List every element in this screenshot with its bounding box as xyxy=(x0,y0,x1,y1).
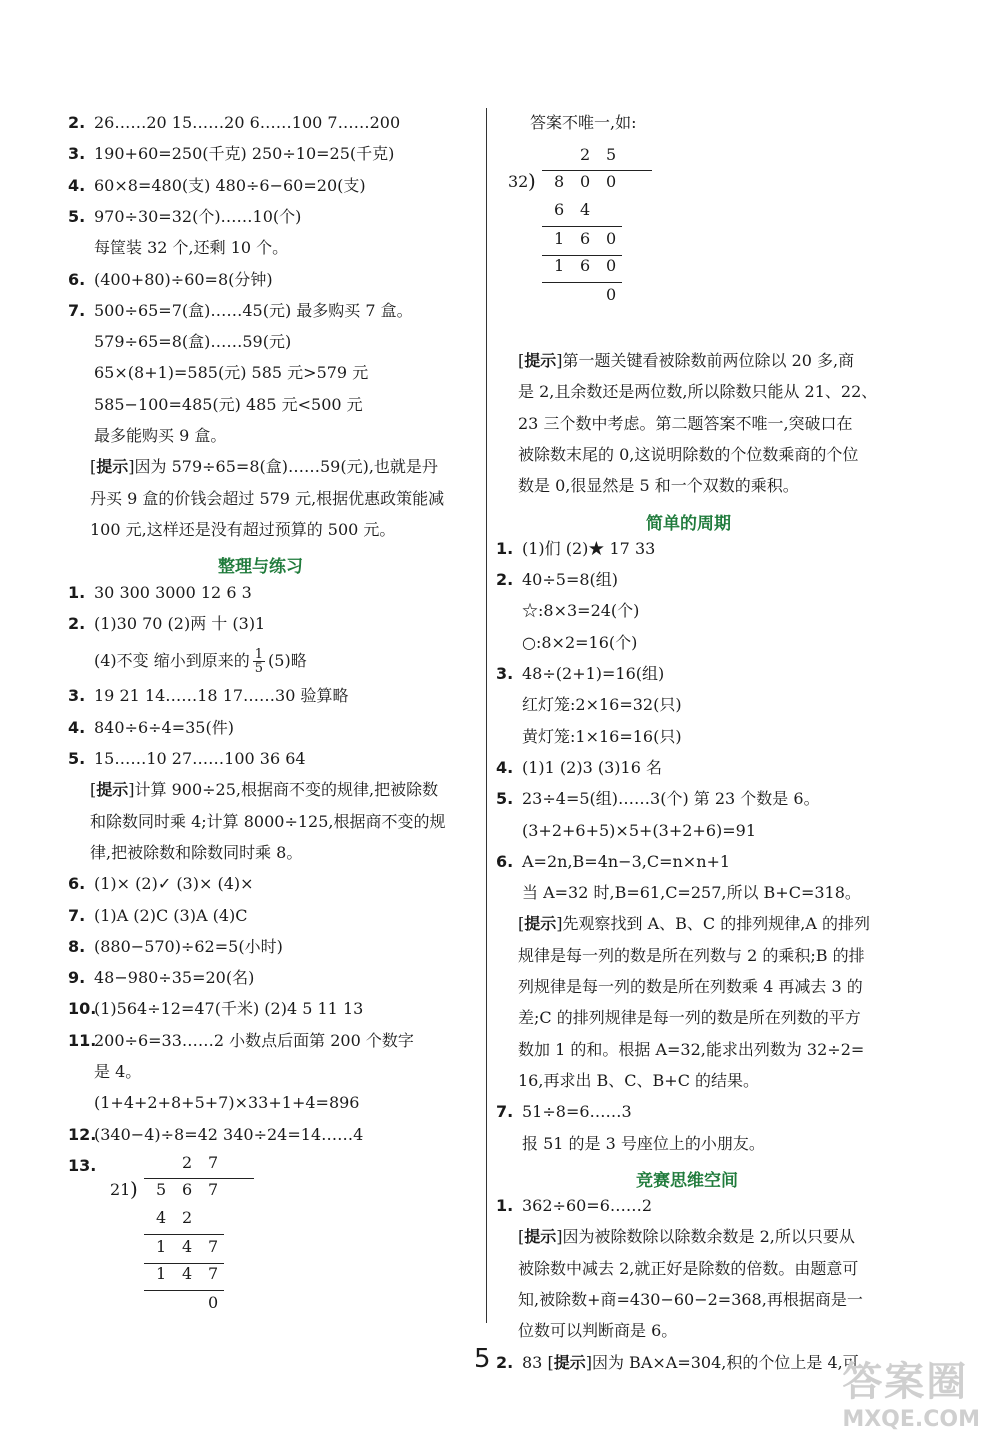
hint-line xyxy=(518,1007,861,1029)
hint-line xyxy=(518,1226,855,1248)
answer-text: (1)A (2)C (3)A (4)C xyxy=(94,905,248,925)
hint-line xyxy=(518,475,799,497)
digit: 6 xyxy=(182,1179,193,1199)
answer-text: 970÷30=32(个)……10(个) xyxy=(94,206,302,226)
hint-label: 提示 xyxy=(524,914,557,934)
answer-line xyxy=(68,1030,414,1052)
answer-line xyxy=(496,1195,652,1217)
answer-line xyxy=(68,905,248,927)
hint-line xyxy=(518,945,865,967)
answer-line xyxy=(68,748,306,770)
hint-bracket: ] xyxy=(556,351,563,370)
digit: 4 xyxy=(182,1236,193,1256)
hint-line xyxy=(90,519,395,541)
divisor: 32 xyxy=(508,172,529,191)
answer-line xyxy=(496,694,682,716)
digit: 1 xyxy=(554,256,565,275)
answer-line xyxy=(68,425,226,447)
answer-text: (3+2+6+5)×5+(3+2+6)=91 xyxy=(522,820,757,840)
hint-text: 律,把被除数和除数同时乘 8。 xyxy=(90,842,303,862)
question-number: 7. xyxy=(68,300,86,320)
hint-bracket: ] xyxy=(128,780,135,800)
question-number: 7. xyxy=(68,905,86,925)
answer-text: ☆:8×3=24(个) xyxy=(522,601,640,621)
hint-line xyxy=(518,1070,759,1092)
hint-line xyxy=(90,842,302,864)
digit: 4 xyxy=(580,200,591,219)
hint-text: 第一题关键看被除数前两位除以 20 多,商 xyxy=(562,351,855,370)
answer-line xyxy=(68,143,394,165)
answer-line xyxy=(68,206,301,228)
digit: 8 xyxy=(554,172,565,191)
hint-line xyxy=(518,1320,677,1342)
answer-text: 最多能购买 9 盒。 xyxy=(94,426,227,445)
hint-label: 提示 xyxy=(96,457,129,477)
hint-label: 提示 xyxy=(96,780,129,800)
question-number: 3. xyxy=(68,686,86,706)
question-number: 2. xyxy=(496,1352,514,1372)
answer-text: 840÷6÷4=35(件) xyxy=(94,717,234,737)
hint-line xyxy=(90,779,438,801)
answer-text: 362÷60=6……2 xyxy=(522,1196,653,1216)
answer-line xyxy=(68,873,254,895)
hint-line xyxy=(518,444,858,466)
answer-text: 200÷6=33……2 小数点后面第 200 个数字 xyxy=(94,1030,414,1050)
watermark-logo xyxy=(842,1350,980,1432)
answer-line xyxy=(68,967,254,989)
answer-line xyxy=(496,538,655,560)
hint-line xyxy=(518,350,854,372)
division-line xyxy=(542,226,622,227)
question-number: 1. xyxy=(496,538,514,558)
hint-line xyxy=(90,811,446,833)
hint-text: 丹买 9 盒的价钱会超过 579 元,根据优惠政策能减 xyxy=(90,488,445,508)
remainder: 0 xyxy=(208,1292,219,1312)
answer-line xyxy=(68,613,265,635)
division-line xyxy=(144,1290,224,1291)
question-number: 4. xyxy=(68,717,86,737)
hint-bracket: ] xyxy=(585,1352,592,1372)
column-divider xyxy=(486,108,487,1323)
remainder: 0 xyxy=(606,285,617,304)
answer-text: 65×(8+1)=585(元) 585 元>579 元 xyxy=(94,363,369,383)
digit: 1 xyxy=(156,1263,167,1283)
answer-text: 报 51 的是 3 号座位上的小朋友。 xyxy=(522,1133,765,1153)
digit: 4 xyxy=(156,1207,167,1227)
question-number: 5. xyxy=(496,789,514,809)
answer-text: 40÷5=8(组) xyxy=(522,570,619,590)
question-number: 4. xyxy=(496,757,514,777)
question-number: 7. xyxy=(496,1102,514,1122)
division-bracket: ) xyxy=(130,1176,138,1201)
answer-text: 190+60=250(千克) 250÷10=25(千克) xyxy=(94,144,395,164)
answer-line xyxy=(496,600,639,622)
hint-text: 数是 0,很显然是 5 和一个双数的乘积。 xyxy=(518,476,799,496)
question-number: 2. xyxy=(68,113,86,132)
question-number: 12. xyxy=(68,1124,97,1144)
division-line xyxy=(542,255,622,256)
section-title: 简单的周期 xyxy=(646,513,731,534)
question-number: 6. xyxy=(496,851,514,871)
division-bracket: ) xyxy=(528,169,536,193)
answer-line xyxy=(496,882,861,904)
question-number: 10. xyxy=(68,999,97,1019)
section-title: 竞赛思维空间 xyxy=(636,1170,738,1191)
answer-line xyxy=(496,788,820,810)
hint-text: 100 元,这样还是没有超过预算的 500 元。 xyxy=(90,519,396,539)
question-number: 3. xyxy=(496,664,514,683)
answer-line xyxy=(496,726,682,748)
question-number: 2. xyxy=(68,613,86,633)
answer-line xyxy=(68,998,363,1020)
fraction-numerator: 1 xyxy=(254,647,264,663)
hint-text: 差;C 的排列规律是每一列的数是所在列数的平方 xyxy=(518,1008,861,1028)
hint-bracket: [ xyxy=(547,1352,554,1372)
division-line xyxy=(144,1234,224,1235)
question-number: 13. xyxy=(68,1155,97,1175)
hint-text: 和除数同时乘 4;计算 8000÷125,根据商不变的规 xyxy=(90,811,446,831)
digit: 6 xyxy=(554,200,565,219)
digit: 0 xyxy=(580,172,591,191)
section-title: 整理与练习 xyxy=(218,557,303,578)
divisor: 21 xyxy=(110,1179,131,1199)
question-number: 11. xyxy=(68,1030,97,1050)
answer-text: 每筐装 32 个,还剩 10 个。 xyxy=(94,238,289,258)
hint-line xyxy=(518,413,853,435)
question-number: 6. xyxy=(68,269,86,289)
answer-line xyxy=(496,632,637,654)
answer-line xyxy=(68,394,363,416)
answer-line xyxy=(68,1092,359,1114)
digit: 0 xyxy=(606,256,617,275)
answer-line xyxy=(496,1101,632,1123)
hint-text: 位数可以判断商是 6。 xyxy=(518,1321,678,1341)
digit: 0 xyxy=(606,229,617,248)
answer-line xyxy=(68,300,413,322)
answer-text: (1)30 70 (2)两 十 (3)1 xyxy=(94,613,266,633)
hint-line xyxy=(518,1289,863,1311)
digit: 1 xyxy=(156,1236,167,1256)
hint-label: 提示 xyxy=(524,1227,557,1247)
hint-text: 是 2,且余数还是两位数,所以除数只能从 21、22、 xyxy=(518,382,878,402)
question-number: 6. xyxy=(68,874,86,894)
answer-text: (880−570)÷62=5(小时) xyxy=(94,936,283,956)
division-line xyxy=(144,1263,224,1264)
answer-text: 是 4。 xyxy=(94,1062,142,1081)
answer-line xyxy=(496,569,618,591)
answer-line xyxy=(68,685,349,707)
answer-text: 500÷65=7(盒)……45(元) 最多购买 7 盒。 xyxy=(94,300,413,320)
hint-line xyxy=(90,456,438,478)
hint-bracket: ] xyxy=(556,1227,563,1247)
question-number: 8. xyxy=(68,936,86,956)
watermark-url: MXQE.COM xyxy=(842,1407,980,1432)
fraction xyxy=(253,648,265,675)
hint-text: 23 三个数中考虑。第二题答案不唯一,突破口在 xyxy=(518,413,853,433)
hint-text: 因为 579÷65=8(盒)……59(元),也就是丹 xyxy=(134,457,438,477)
long-division-right xyxy=(506,145,676,345)
digit: 6 xyxy=(580,256,591,275)
answer-line xyxy=(68,1124,363,1146)
hint-line xyxy=(90,488,444,510)
question-number: 4. xyxy=(68,175,86,195)
question-number: 3. xyxy=(68,144,86,164)
answer-text: A=2n,B=4n−3,C=n×n+1 xyxy=(522,851,731,871)
answer-text: (1+4+2+8+5+7)×33+1+4=896 xyxy=(94,1093,360,1113)
hint-text: 被除数末尾的 0,这说明除数的个位数乘商的个位 xyxy=(518,444,859,464)
answer-text: (1)们 (2)★ 17 33 xyxy=(522,538,656,558)
answer-text: (1)564÷12=47(千米) (2)4 5 11 13 xyxy=(94,999,364,1019)
answer-line xyxy=(68,1155,97,1177)
question-number: 1. xyxy=(496,1196,514,1216)
digit: 7 xyxy=(208,1152,219,1172)
hint-label: 提示 xyxy=(524,351,557,370)
hint-line xyxy=(518,1039,864,1061)
answer-text: (4)不变 缩小到原来的 xyxy=(94,651,250,671)
answer-line xyxy=(68,936,283,958)
answer-text: 红灯笼:2×16=32(只) xyxy=(522,695,682,715)
digit: 0 xyxy=(606,172,617,191)
answer-text: (400+80)÷60=8(分钟) xyxy=(94,269,273,289)
hint-bracket: [ xyxy=(90,457,97,477)
hint-text: 计算 900÷25,根据商不变的规律,把被除数 xyxy=(134,780,439,800)
hint-text: 先观察找到 A、B、C 的排列规律,A 的排列 xyxy=(562,914,870,934)
hint-line xyxy=(518,1258,858,1280)
hint-text: 因为被除数除以除数余数是 2,所以只要从 xyxy=(562,1227,855,1247)
long-division-left xyxy=(108,1153,278,1353)
answer-text: 30 300 3000 12 6 3 xyxy=(94,582,252,602)
answer-text: 585−100=485(元) 485 元<500 元 xyxy=(94,394,363,414)
answer-line xyxy=(496,820,756,842)
hint-bracket: [ xyxy=(518,351,525,370)
answer-line xyxy=(68,175,366,197)
digit: 6 xyxy=(580,229,591,248)
answer-text: ○:8×2=16(个) xyxy=(522,632,638,652)
division-line xyxy=(542,170,652,171)
digit: 2 xyxy=(182,1207,193,1227)
hint-bracket: ] xyxy=(556,914,563,934)
watermark-text: 答案圈 xyxy=(842,1359,969,1405)
answer-text: (1)1 (2)3 (3)16 名 xyxy=(522,757,662,777)
hint-line xyxy=(518,913,870,935)
digit: 2 xyxy=(182,1152,193,1172)
answer-text: 60×8=480(支) 480÷6−60=20(支) xyxy=(94,175,366,195)
hint-bracket: [ xyxy=(518,1227,525,1247)
answer-text: 48−980÷35=20(名) xyxy=(94,968,255,988)
answer-line xyxy=(68,237,288,259)
digit: 2 xyxy=(580,145,591,164)
hint-line xyxy=(518,976,863,998)
answer-text: 23÷4=5(组)……3(个) 第 23 个数是 6。 xyxy=(522,789,820,809)
answer-line xyxy=(496,757,662,779)
digit: 7 xyxy=(208,1179,219,1199)
answer-text: (5)略 xyxy=(268,651,307,671)
hint-text: 16,再求出 B、C、B+C 的结果。 xyxy=(518,1070,760,1090)
answer-line xyxy=(68,648,307,675)
hint-line xyxy=(518,381,877,403)
division-line xyxy=(144,1178,254,1179)
answer-text: 黄灯笼:1×16=16(只) xyxy=(522,726,682,746)
answer-line xyxy=(496,1133,765,1155)
answer-line xyxy=(68,717,234,739)
question-number: 9. xyxy=(68,968,86,988)
digit: 4 xyxy=(182,1263,193,1283)
digit: 7 xyxy=(208,1263,219,1283)
answer-text: 答案不唯一,如: xyxy=(530,113,637,132)
answer-line xyxy=(496,663,664,685)
answer-line xyxy=(496,851,730,873)
hint-text: 规律是每一列的数是所在列数与 2 的乘积;B 的排 xyxy=(518,945,865,965)
answer-text: 579÷65=8(盒)……59(元) xyxy=(94,332,292,352)
question-number: 5. xyxy=(68,206,86,226)
hint-bracket: [ xyxy=(518,914,525,934)
question-number: 2. xyxy=(496,570,514,590)
question-number: 1. xyxy=(68,582,86,602)
answer-line xyxy=(68,269,273,291)
hint-text: 知,被除数+商=430−60−2=368,再根据商是一 xyxy=(518,1290,863,1309)
answer-text: (1)× (2)✓ (3)× (4)× xyxy=(94,874,254,894)
hint-bracket: [ xyxy=(90,780,97,800)
answer-line xyxy=(68,582,252,604)
hint-label: 提示 xyxy=(553,1352,586,1372)
answer-line xyxy=(68,112,400,134)
answer-text: 15……10 27……100 36 64 xyxy=(94,749,306,768)
answer-line xyxy=(68,331,291,353)
answer-text: 19 21 14……18 17……30 验算略 xyxy=(94,686,349,706)
hint-text: 列规律是每一列的数是所在列数乘 4 再减去 3 的 xyxy=(518,977,863,996)
answer-text: 当 A=32 时,B=61,C=257,所以 B+C=318。 xyxy=(522,883,861,903)
answer-text: (340−4)÷8=42 340÷24=14……4 xyxy=(94,1124,364,1144)
intro-line xyxy=(530,112,636,134)
answer-line xyxy=(68,1061,141,1083)
answer-text: 83 xyxy=(522,1352,548,1372)
answer-text: 26……20 15……20 6……100 7……200 xyxy=(94,113,401,132)
question-number: 5. xyxy=(68,749,86,768)
page-number: 5 xyxy=(474,1344,491,1374)
hint-text: 因为 BA×A=304,积的个位上是 4,可 xyxy=(591,1352,859,1372)
hint-text: 被除数中减去 2,就正好是除数的倍数。由题意可 xyxy=(518,1258,859,1278)
answer-text: 51÷8=6……3 xyxy=(522,1102,632,1122)
answer-line xyxy=(496,1352,859,1374)
answer-line xyxy=(68,362,368,384)
fraction-denominator: 5 xyxy=(254,661,264,677)
digit: 5 xyxy=(156,1179,167,1199)
division-line xyxy=(542,282,622,283)
digit: 7 xyxy=(208,1236,219,1256)
hint-bracket: ] xyxy=(128,457,135,477)
digit: 5 xyxy=(606,145,617,164)
answer-text: 48÷(2+1)=16(组) xyxy=(522,664,665,683)
hint-text: 数加 1 的和。根据 A=32,能求出列数为 32÷2= xyxy=(518,1039,865,1059)
digit: 1 xyxy=(554,229,565,248)
